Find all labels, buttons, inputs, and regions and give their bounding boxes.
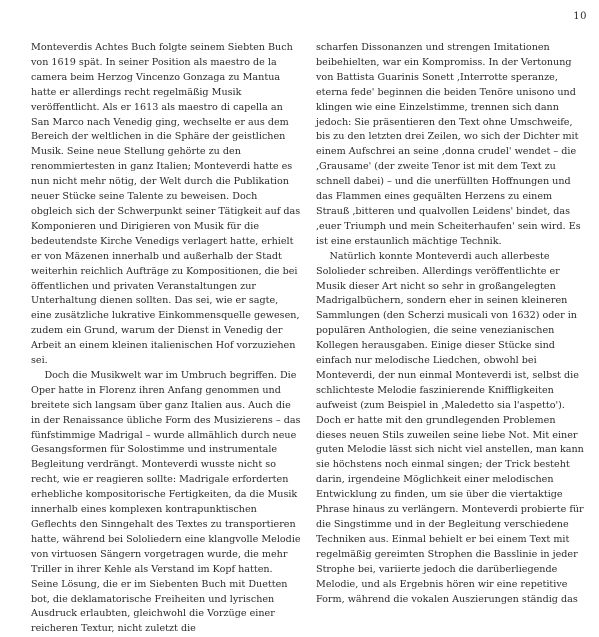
paragraph: Monteverdis Achtes Buch folgte seinem Siebten Buch von 1619 spät. In seiner Position als maestro de la camera beim Herzog Vincenzo Gonzaga zu Mantua hatte er allerdings recht regelmäßig Musik veröffentlicht. Als er 1613 als maestro di capella an San Marco nach Venedig ging, wechselte er aus dem Bereich der weltlichen in die Sphäre der geistlichen Musik. Seine neue Stellung gehörte zu den renommiertesten in ganz Italien; Monteverdi hatte es nun nicht mehr nötig, der Welt durch die Publikation neuer Stücke seine Talente zu beweisen. Doch obgleich sich der Schwerpunkt seiner Tätigkeit auf das Komponieren und Dirigieren von Musik für die bedeutendste Kirche Venedigs verlagert hatte, erhielt er von Mäzenen innerhalb und außerhalb der Stadt weiterhin reichlich Aufträge zu Kompositionen, die bei öffentlichen und privaten Veranstaltungen zur Unterhaltung dienen sollten. Das sei, wie er sagte, eine zusätzliche lukrative Einkommensquelle gewesen, zudem ein Grund, warum der Dienst in Venedig der Arbeit an einem kleinen italienischen Hof vorzuziehen sei. [31,42,301,367]
page-number: 10 [573,11,587,22]
left-text-column [31,41,301,637]
paragraph: scharfen Dissonanzen und strengen Imitationen beibehielten, war ein Kompromiss. In der Vertonung von Battista Guarinis Sonett ‚Interrotte speranze, eterna fede' beginnen die beiden Tenöre unisono und klingen wie eine Einzelstimme, trennen sich dann jedoch: Sie präsentieren den Text ohne Umschweife, bis zu den letzten drei Zeilen, wo sich der Dichter mit einem Aufschrei an seine ‚donna crudel' wendet – die ‚Grausame' (der zweite Tenor ist mit dem Text zu schnell dabei) – und die unerfüllten Hoffnungen und das Flammen eines gequälten Herzens zu einem Strauß ‚bitteren und qualvollen Leidens' bindet, das ‚euer Triumph und mein Scheiterhaufen' sein wird. Es ist eine erstaunlich mächtige Technik. [316,42,581,247]
right-text-column [316,41,586,607]
paragraph: Doch die Musikwelt war im Umbruch begriffen. Die Oper hatte in Florenz ihren Anfang genommen und breitete sich langsam über ganz Italien aus. Auch die in der Renaissance übliche Form des Musizierens – das fünfstimmige Madrigal – wurde allmählich durch neue Gesangsformen für Solostimme und instrumentale Begleitung verdrängt. Monteverdi wusste nicht so recht, wie er reagieren sollte: Madrigale erforderten erhebliche kompositorische Fertigkeiten, da die Musik innerhalb eines komplexen kontrapunktischen Geflechts den Sinngehalt des Textes zu transportieren hatte, während bei Sololiedern eine klangvolle Melodie von virtuosen Sängern vorgetragen wurde, die mehr Triller in ihrer Kehle als Verstand im Kopf hatten. Seine Lösung, die er im Siebenten Buch mit Duetten bot, die deklamatorische Freiheiten und lyrischen Ausdruck erlaubten, gleichwohl die Vorzüge einer reicheren Textur, nicht zuletzt die [31,369,301,635]
paragraph: Natürlich konnte Monteverdi auch allerbeste Sololieder schreiben. Allerdings veröffentlichte er Musik dieser Art nicht so sehr in großangelegten Madrigalbüchern, sondern eher in seinen kleineren Sammlungen (den Scherzi musicali von 1632) oder in populären Anthologien, die seine venezianischen Kollegen herausgaben. Einige dieser Stücke sind einfach nur melodische Liedchen, obwohl bei Monteverdi, der nun einmal Monteverdi ist, selbst die schlichteste Melodie faszinierende Kniffligkeiten aufweist (zum Beispiel in ‚Maledetto sia l'aspetto'). Doch er hatte mit den grundlegenden Problemen dieses neuen Stils zuweilen seine liebe Not. Mit einer guten Melodie lässt sich nicht viel anstellen, man kann sie höchstens noch einmal singen; der Trick besteht darin, irgendeine Möglichkeit einer melodischen Entwicklung zu finden, um sie über die viertaktige Phrase hinaus zu verlängern. Monteverdi probierte für die Singstimme und in der Begleitung verschiedene Techniken aus. Einmal behielt er bei einem Text mit regelmäßig gereimten Strophen die Basslinie in jeder Strophe bei, variierte jedoch die darüberliegende Melodie, und als Ergebnis hören wir eine repetitive Form, während die vokalen Auszierungen ständig das [316,250,584,605]
